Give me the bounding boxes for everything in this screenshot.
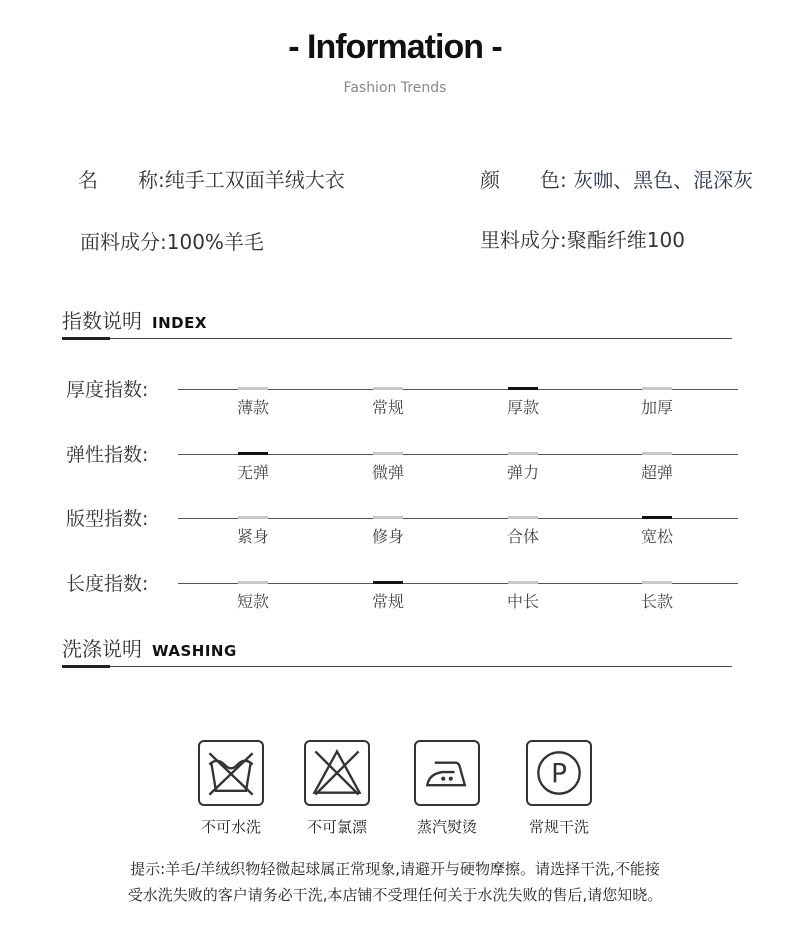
index-option: 加厚 (640, 398, 673, 417)
info-name-value: 纯手工双面羊绒大衣 (164, 168, 345, 192)
info-name (78, 164, 345, 193)
index-tick-selected (508, 387, 538, 390)
index-tick (508, 581, 538, 584)
index-option: 无弹 (236, 463, 269, 482)
washing-divider-accent (62, 665, 110, 668)
index-title-cn: 指数说明 (62, 309, 142, 333)
dry-clean-p-icon (526, 740, 592, 806)
index-option: 紧身 (236, 527, 269, 546)
index-tick (238, 581, 268, 584)
washing-label-1: 不可水洗 (200, 818, 261, 836)
notice-line-1: 提示:羊毛/羊绒织物轻微起球属正常现象,请避开与硬物摩擦。请选择干洗,不能接 (130, 860, 660, 878)
index-title-en: INDEX (152, 314, 207, 332)
index-option: 中长 (506, 592, 539, 611)
index-tick (238, 516, 268, 519)
washing-label-3: 蒸汽熨烫 (416, 818, 477, 836)
washing-section-title (62, 633, 237, 662)
index-row-label: 版型指数: (66, 508, 149, 530)
index-tick (238, 387, 268, 390)
washing-divider (62, 666, 732, 667)
index-option: 厚款 (506, 398, 539, 417)
index-option: 宽松 (640, 527, 673, 546)
page-title: - Information - (288, 28, 502, 66)
index-tick (373, 516, 403, 519)
index-option: 长款 (640, 592, 673, 611)
index-option: 弹力 (506, 463, 539, 482)
steam-iron-icon (414, 740, 480, 806)
index-tick (373, 452, 403, 455)
index-row-label: 厚度指数: (66, 379, 149, 401)
info-fabric (80, 226, 264, 255)
index-option: 常规 (371, 398, 404, 417)
index-row-label: 弹性指数: (66, 444, 149, 466)
index-option: 合体 (506, 527, 539, 546)
index-option: 常规 (371, 592, 404, 611)
index-divider-accent (62, 337, 110, 340)
index-option: 超弹 (640, 463, 673, 482)
notice-line-2: 受水洗失败的客户请务必干洗,本店铺不受理任何关于水洗失败的售后,请您知晓。 (127, 886, 663, 904)
index-option: 修身 (371, 527, 404, 546)
washing-label-4: 常规干洗 (528, 818, 589, 836)
index-tick-selected (238, 452, 268, 455)
index-tick-selected (373, 581, 403, 584)
washing-label-2: 不可氯漂 (306, 818, 367, 836)
index-tick (508, 516, 538, 519)
washing-title-en: WASHING (152, 642, 237, 660)
index-tick (373, 387, 403, 390)
info-lining (480, 224, 685, 253)
info-lining-value: 聚酯纤维100 (566, 228, 685, 252)
index-option: 短款 (236, 592, 269, 611)
index-tick (642, 387, 672, 390)
index-tick (642, 581, 672, 584)
index-section-title (62, 305, 207, 334)
index-tick (642, 452, 672, 455)
no-wash-icon (198, 740, 264, 806)
index-option: 薄款 (236, 398, 269, 417)
info-color-value: 灰咖、黑色、混深灰 (573, 168, 754, 192)
info-color-label: 颜 色: (480, 168, 567, 192)
info-lining-label: 里料成分: (480, 228, 567, 252)
info-fabric-value: 100%羊毛 (166, 230, 264, 254)
dry-clean-symbol: P (551, 759, 567, 790)
index-row-label: 长度指数: (66, 573, 149, 595)
index-tick (508, 452, 538, 455)
info-color (480, 164, 753, 193)
index-option: 微弹 (371, 463, 404, 482)
info-name-label: 名 称: (78, 168, 165, 192)
index-divider (62, 338, 732, 339)
page-subtitle: Fashion Trends (343, 80, 447, 96)
info-fabric-label: 面料成分: (80, 230, 167, 254)
no-bleach-icon (304, 740, 370, 806)
index-tick-selected (642, 516, 672, 519)
washing-title-cn: 洗涤说明 (62, 637, 142, 661)
